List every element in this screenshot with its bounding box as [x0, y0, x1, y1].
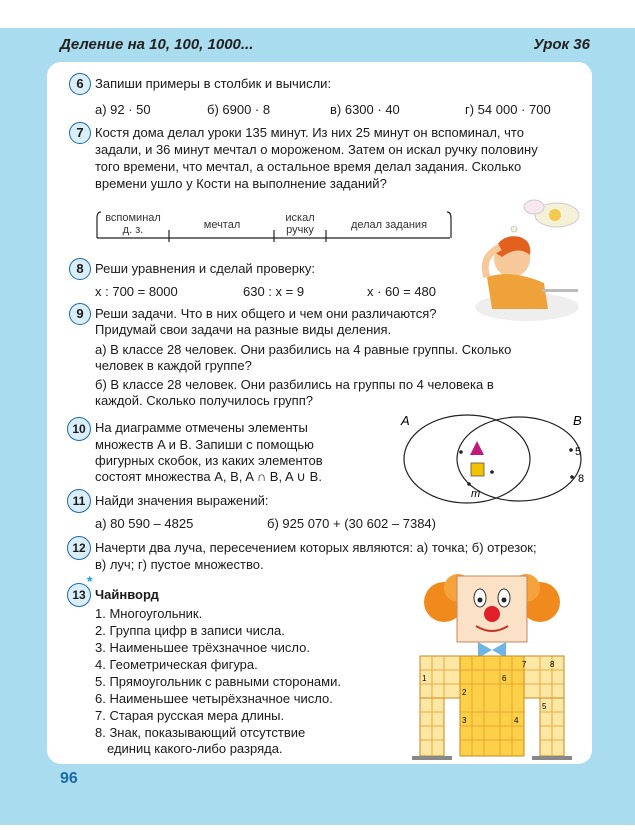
task-6-c: в) 6300 · 40 [330, 102, 400, 117]
task-7-line-1: Костя дома делал уроки 135 минут. Из них 25 минут он вспоминал, что [95, 125, 524, 140]
task-8-number: 8 [69, 258, 91, 280]
timeline-seg-3-line-2: ручку [286, 224, 314, 236]
crossword-clue-2: 2. Группа цифр в записи числа. [95, 623, 285, 638]
task-7-line-3: того времени, что мечтал, а остальное время делал задания. Сколько [95, 159, 522, 174]
task-6-number: 6 [69, 73, 91, 95]
task-11-a: а) 80 590 – 4825 [95, 516, 194, 531]
grid-number-4: 4 [514, 716, 519, 725]
page-header [0, 28, 635, 64]
grid-number-6: 6 [502, 674, 507, 683]
task-13-star: * [87, 573, 93, 589]
clown-chainword-grid [402, 570, 582, 760]
task-8-eq-1: x : 700 = 8000 [95, 284, 178, 299]
grid-number-1: 1 [422, 674, 427, 683]
content-card [47, 62, 592, 764]
crossword-clue-8: 8. Знак, показывающий отсутствие [95, 725, 306, 740]
set-a-label: A [401, 413, 410, 428]
task-6-d: г) 54 000 · 700 [465, 102, 551, 117]
grid-number-8: 8 [550, 660, 555, 669]
task-10-line-4: состоят множества A, B, A ∩ B, A ∪ B. [95, 469, 322, 484]
task-8-eq-3: x · 60 = 480 [367, 284, 437, 299]
task-9-b-line-2: каждой. Сколько получилось групп? [95, 393, 313, 408]
crossword-clue-6: 6. Наименьшее четырёхзначное число. [95, 691, 333, 706]
venn-diagram [397, 407, 587, 507]
task-9-number: 9 [69, 303, 91, 325]
grid-number-2: 2 [462, 688, 467, 697]
task-9-b-line-1: б) В классе 28 человек. Они разбились на группы по 4 человека в [95, 377, 494, 392]
task-13-title: Чайнворд [95, 587, 159, 602]
set-b-label: B [573, 413, 582, 428]
timeline-seg-1-line-1: вспоминал [105, 212, 161, 224]
task-10-line-1: На диаграмме отмечены элементы [95, 420, 308, 435]
lesson-number: Урок 36 [533, 36, 590, 53]
task-10-number: 10 [67, 417, 91, 441]
task-6-b: б) 6900 · 8 [207, 102, 271, 117]
task-9-a-line-1: а) В классе 28 человек. Они разбились на 4 равные группы. Сколько [95, 342, 512, 357]
task-9-line-1: Реши задачи. Что в них общего и чем они различаются? [95, 306, 437, 321]
crossword-clue-8-cont: единиц какого-либо разряда. [107, 741, 283, 756]
timeline-seg-2: мечтал [203, 219, 241, 231]
grid-number-3: 3 [462, 716, 467, 725]
task-7-line-2: задали, и 36 минут мечтал о мороженом. Затем он искал ручку половину [95, 142, 538, 157]
timeline-seg-1-line-2: д. з. [122, 224, 144, 236]
page-title: Деление на 10, 100, 1000... [60, 36, 254, 53]
task-12-number: 12 [67, 536, 91, 560]
square-element [471, 463, 484, 476]
crossword-clue-4: 4. Геометрическая фигура. [95, 657, 258, 672]
grid-number-7: 7 [522, 660, 527, 669]
element-8-label: 8 [578, 473, 585, 485]
crossword-clue-5: 5. Прямоугольник с равными сторонами. [95, 674, 341, 689]
page-number: 96 [60, 770, 78, 787]
task-7-number: 7 [69, 122, 91, 144]
grid-number-5: 5 [542, 702, 547, 711]
crossword-clue-1: 1. Многоугольник. [95, 606, 203, 621]
top-margin [0, 0, 635, 28]
task-7-line-4: времени ушло у Кости на выполнение заданий? [95, 176, 387, 191]
task-6-a: а) 92 · 50 [95, 102, 151, 117]
set-a-ellipse [404, 415, 530, 503]
crossword-clue-7: 7. Старая русская мера длины. [95, 708, 285, 723]
timeline-seg-3 [275, 212, 325, 236]
task-11-number: 11 [67, 489, 91, 513]
task-10-line-2: множеств A и B. Запиши с помощью [95, 437, 314, 452]
task-8-eq-2: 630 : x = 9 [243, 284, 305, 299]
task-12-line-2: в) луч; г) пустое множество. [95, 557, 264, 572]
element-5-label: 5 [575, 446, 582, 458]
task-13-number: 13 [67, 583, 91, 607]
element-m-label: m [471, 488, 481, 500]
task-12-line-1: Начерти два луча, пересечением которых являются: а) точка; б) отрезок; [95, 540, 537, 555]
crossword-clue-3: 3. Наименьшее трёхзначное число. [95, 640, 310, 655]
boy-dreaming-illustration [472, 197, 582, 327]
task-9-line-2: Придумай свои задачи на разные виды деления. [95, 322, 392, 337]
task-11-text: Найди значения выражений: [95, 493, 269, 508]
triangle-element [470, 441, 484, 455]
task-10-line-3: фигурных скобок, из каких элементов [95, 453, 323, 468]
task-8-text: Реши уравнения и сделай проверку: [95, 261, 315, 276]
task-9-a-line-2: человек в каждой группе? [95, 358, 252, 373]
timeline-seg-4: делал задания [350, 219, 428, 231]
timeline-seg-1 [97, 212, 169, 236]
timeline-seg-3-line-1: искал [285, 212, 315, 224]
task-6-text: Запиши примеры в столбик и вычисли: [95, 76, 332, 91]
task-11-b: б) 925 070 + (30 602 – 7384) [267, 516, 436, 531]
bottom-margin [0, 825, 635, 830]
